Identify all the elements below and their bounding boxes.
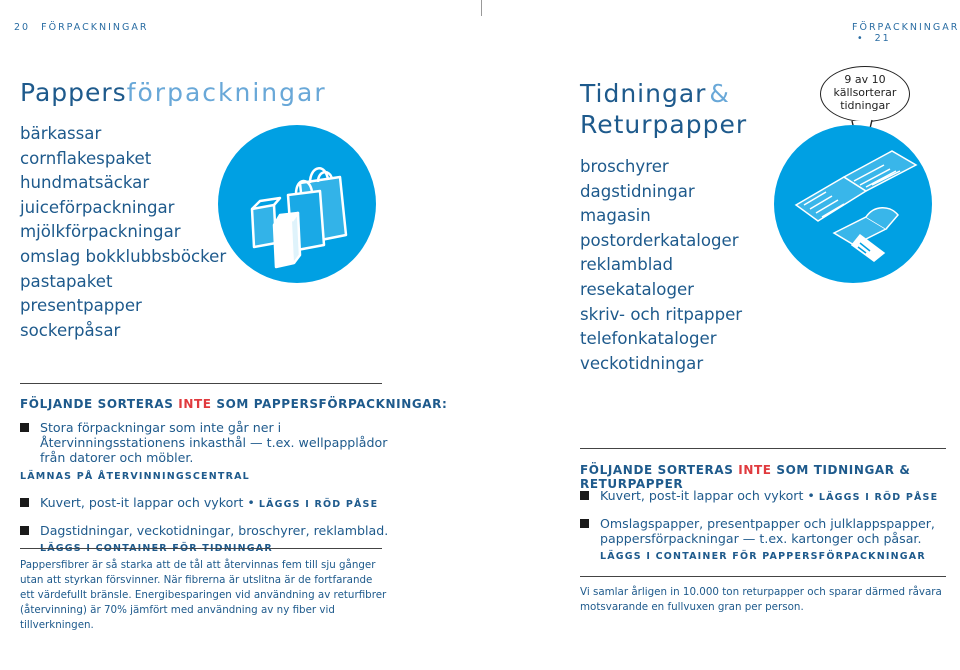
list-item <box>580 488 950 505</box>
bullet-text: Dagstidningar, veckotidningar, broschyrer, reklamblad. <box>40 523 389 538</box>
title-amp: & <box>709 79 731 108</box>
bullet-note: LÄGGS I RÖD PÅSE <box>818 492 939 503</box>
list-item <box>20 420 390 484</box>
list-item: dagstidningar <box>580 181 695 201</box>
section-divider <box>20 548 382 549</box>
bubble-line: 9 av 10 <box>844 73 886 86</box>
bullet-text: Omslagspapper, presentpapper och julklappspapper, pappersförpackningar — t.ex. kartonger och påsar. <box>600 516 935 546</box>
page-number: 21 <box>874 33 891 44</box>
exclusion-heading <box>20 397 447 411</box>
right-folio <box>852 22 960 44</box>
bags-illustration <box>218 125 376 283</box>
bullet-note: LÄGGS I RÖD PÅSE <box>258 499 379 510</box>
bullet-dot: • <box>857 33 865 44</box>
footer-text: Pappersfibrer är så starka att de tål att återvinnas fem till sju gånger utan att styrkan försvinner. När fibrerna är utslitna är de fortfarande ett värdefullt bränsle. Energibesparingen vid användning av returfibrer (återvinning) är 70% jämfört med användning av ny fiber vid tillverkningen. <box>20 559 387 631</box>
folio-title: FÖRPACKNINGAR <box>852 22 960 33</box>
list-item: broschyrer <box>580 157 669 176</box>
list-item: juiceförpackningar <box>20 197 175 217</box>
title-bold: Pappers <box>20 78 127 107</box>
list-item: postorderkataloger <box>580 230 739 250</box>
heading-part: SOM PAPPERSFÖRPACKNINGAR: <box>216 397 448 411</box>
exclusion-heading <box>580 463 960 491</box>
list-item <box>20 523 390 556</box>
heading-part: FÖLJANDE SORTERAS <box>20 397 174 411</box>
page-title <box>580 78 747 140</box>
exclusion-list <box>580 488 950 564</box>
list-item: pastapaket <box>20 271 113 291</box>
bullet-note: LÄGGS I CONTAINER FÖR PAPPERSFÖRPACKNINGAR <box>600 551 926 562</box>
list-item: presentpapper <box>20 296 142 316</box>
list-item: resekataloger <box>580 279 695 299</box>
list-item: skriv- och ritpapper <box>580 304 743 324</box>
list-item <box>20 495 390 512</box>
bullet-text: Kuvert, post-it lappar och vykort • <box>600 488 815 503</box>
list-item: hundmatsäckar <box>20 173 150 193</box>
heading-inte: INTE <box>178 397 212 411</box>
list-item: bärkassar <box>20 124 102 143</box>
list-item: telefonkataloger <box>580 329 717 349</box>
heading-part: FÖLJANDE SORTERAS <box>580 463 734 477</box>
page-number: 20 <box>14 22 31 33</box>
list-item: magasin <box>580 206 651 226</box>
heading-part: SOM TIDNINGAR & RETURPAPPER <box>580 463 911 491</box>
title-line: Tidningar <box>580 79 707 108</box>
newspaper-illustration <box>774 125 932 283</box>
paper-list <box>580 155 742 376</box>
newspaper-icon <box>774 125 932 283</box>
paper-packaging-icon <box>218 125 376 283</box>
left-folio <box>14 22 148 33</box>
exclusion-list <box>20 420 390 556</box>
stat-bubble <box>820 66 910 122</box>
section-divider <box>580 576 946 577</box>
bullet-text: Stora förpackningar som inte går ner i Återvinningsstationens inkasthål — t.ex. wellpapplådor från datorer och möbler. <box>40 420 388 465</box>
bullet-text: Kuvert, post-it lappar och vykort • <box>40 495 255 510</box>
packaging-list <box>20 122 226 343</box>
section-divider <box>20 383 382 384</box>
list-item: omslag bokklubbsböcker <box>20 246 227 266</box>
title-light: förpackningar <box>126 78 327 107</box>
bubble-line: källsorterar <box>833 86 897 99</box>
list-item: sockerpåsar <box>20 320 121 340</box>
heading-inte: INTE <box>738 463 772 477</box>
bubble-line: tidningar <box>840 99 890 112</box>
list-item <box>580 516 950 564</box>
title-line: Returpapper <box>580 110 748 139</box>
footer-text: Vi samlar årligen in 10.000 ton returpapper och sparar därmed råvara motsvarande en fullvuxen gran per person. <box>580 586 942 613</box>
list-item: veckotidningar <box>580 353 704 373</box>
page-title <box>20 78 327 107</box>
bullet-note: LÄMNAS PÅ ÅTERVINNINGSCENTRAL <box>20 471 250 482</box>
section-divider <box>580 448 946 449</box>
list-item: cornflakespaket <box>20 148 152 168</box>
list-item: reklamblad <box>580 255 674 275</box>
spine-divider <box>481 0 482 16</box>
folio-title: FÖRPACKNINGAR <box>41 22 149 33</box>
list-item: mjölkförpackningar <box>20 222 181 242</box>
